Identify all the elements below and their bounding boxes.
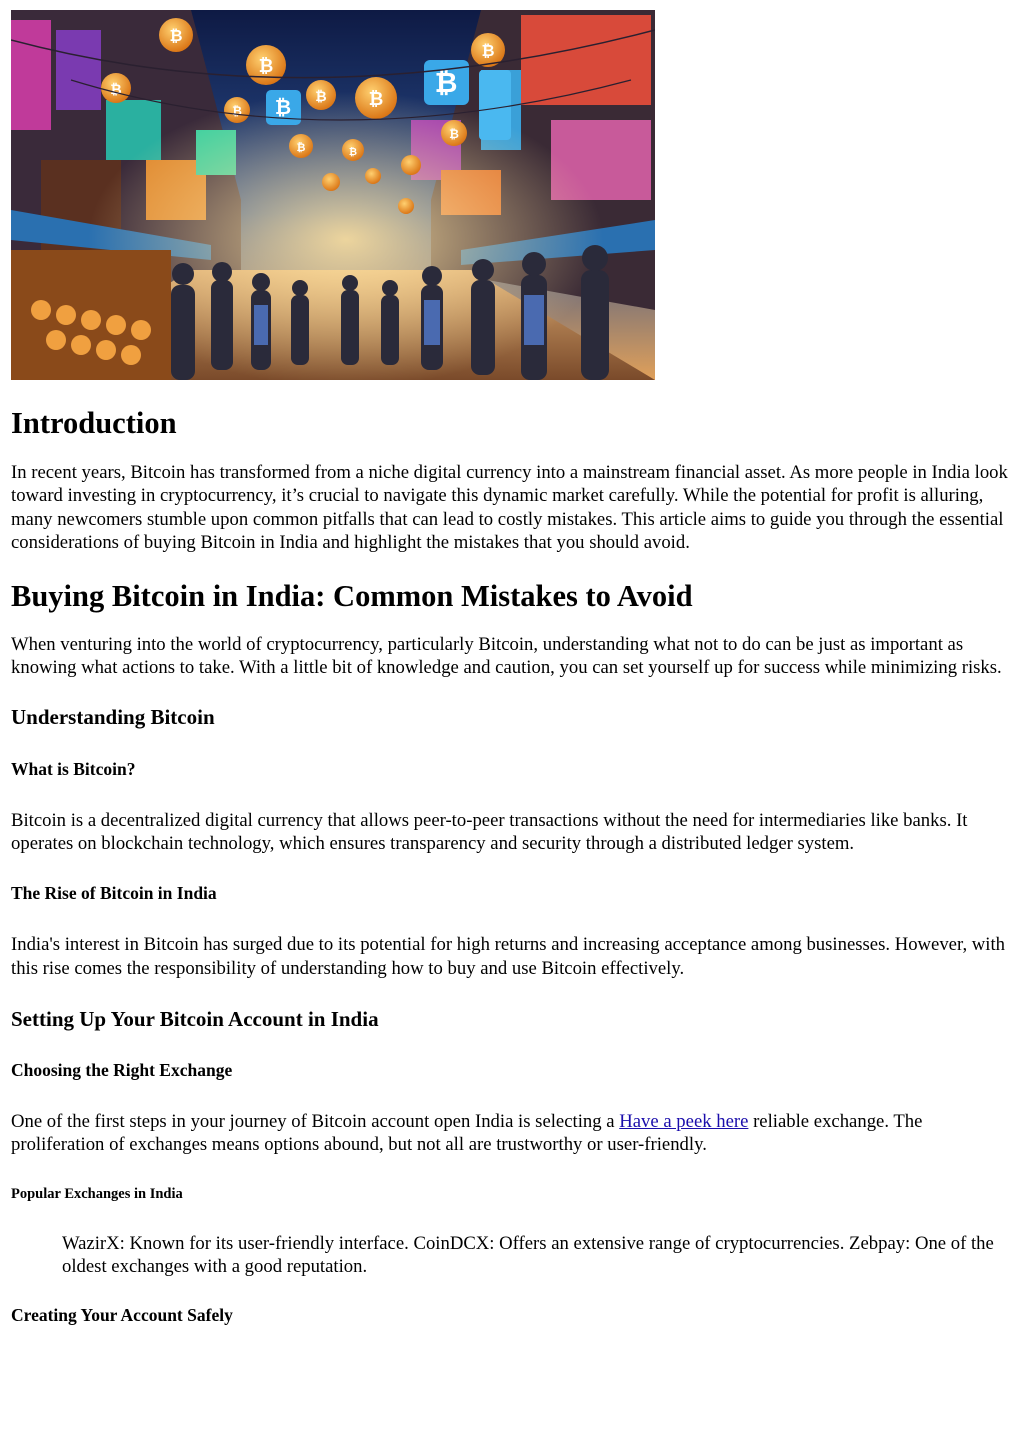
bitcoin-market-illustration	[11, 10, 655, 380]
article	[11, 10, 1014, 1326]
svg-text:₿: ₿	[258, 56, 274, 77]
svg-text:₿: ₿	[368, 89, 384, 110]
rise-of-bitcoin-paragraph: India's interest in Bitcoin has surged due to its potential for high returns and increasing acceptance among businesses. However, with this rise comes the responsibility of understanding how to buy and use Bitcoin effectively.	[11, 934, 1006, 979]
svg-text:₿: ₿	[481, 41, 495, 60]
setup-heading: Setting Up Your Bitcoin Account in India	[11, 1006, 379, 1031]
svg-text:₿: ₿	[348, 147, 358, 158]
intro-heading: Introduction	[11, 406, 177, 440]
rise-of-bitcoin-heading: The Rise of Bitcoin in India	[11, 883, 217, 904]
svg-text:₿: ₿	[232, 104, 242, 118]
svg-text:₿: ₿	[449, 127, 459, 141]
exchange-text-before-link: One of the first steps in your journey of Bitcoin account open India is selecting a	[11, 1110, 620, 1132]
svg-text:₿: ₿	[274, 95, 292, 119]
exchange-text-after-link: reliable exchange. The proliferation of exchanges means options abound, but not all are trustworthy or user-friendly.	[11, 1110, 923, 1156]
svg-text:₿: ₿	[110, 82, 122, 98]
svg-text:₿: ₿	[296, 141, 306, 154]
svg-text:₿: ₿	[315, 89, 327, 105]
main-heading: Buying Bitcoin in India: Common Mistakes to Avoid	[11, 579, 693, 614]
popular-exchanges-heading: Popular Exchanges in India	[11, 1185, 183, 1202]
what-is-bitcoin-heading: What is Bitcoin?	[11, 758, 136, 779]
popular-exchanges-list: WazirX: Known for its user-friendly interface. CoinDCX: Offers an extensive range of cryptocurrencies. Zebpay: One of the oldest exchanges with a good reputation.	[62, 1232, 994, 1277]
main-paragraph: When venturing into the world of cryptocurrency, particularly Bitcoin, understanding what not to do can be just as important as knowing what actions to take. With a little bit of knowledge and caution, you can set yourself up for success while minimizing risks.	[11, 634, 1002, 679]
hero-image	[11, 10, 655, 380]
creating-account-heading: Creating Your Account Safely	[11, 1305, 233, 1326]
svg-text:₿: ₿	[169, 26, 183, 45]
intro-paragraph: In recent years, Bitcoin has transformed from a niche digital currency into a mainstream financial asset. As more people in India look toward investing in cryptocurrency, it’s crucial to navigate this dynamic market carefully. While the potential for profit is alluring, many newcomers stumble upon common pitfalls that can lead to costly mistakes. This article aims to guide you through the essential considerations of buying Bitcoin in India and highlight the mistakes that you should avoid.	[11, 462, 1008, 553]
what-is-bitcoin-paragraph: Bitcoin is a decentralized digital currency that allows peer-to-peer transactions without the need for intermediaries like banks. It operates on blockchain technology, which ensures transparency and security through a distributed ledger system.	[11, 809, 968, 855]
choosing-exchange-paragraph	[11, 1110, 1014, 1157]
understanding-heading: Understanding Bitcoin	[11, 704, 215, 729]
svg-text:₿: ₿	[434, 66, 458, 99]
choosing-exchange-heading: Choosing the Right Exchange	[11, 1059, 233, 1080]
have-a-peek-link[interactable]: Have a peek here	[619, 1110, 749, 1132]
